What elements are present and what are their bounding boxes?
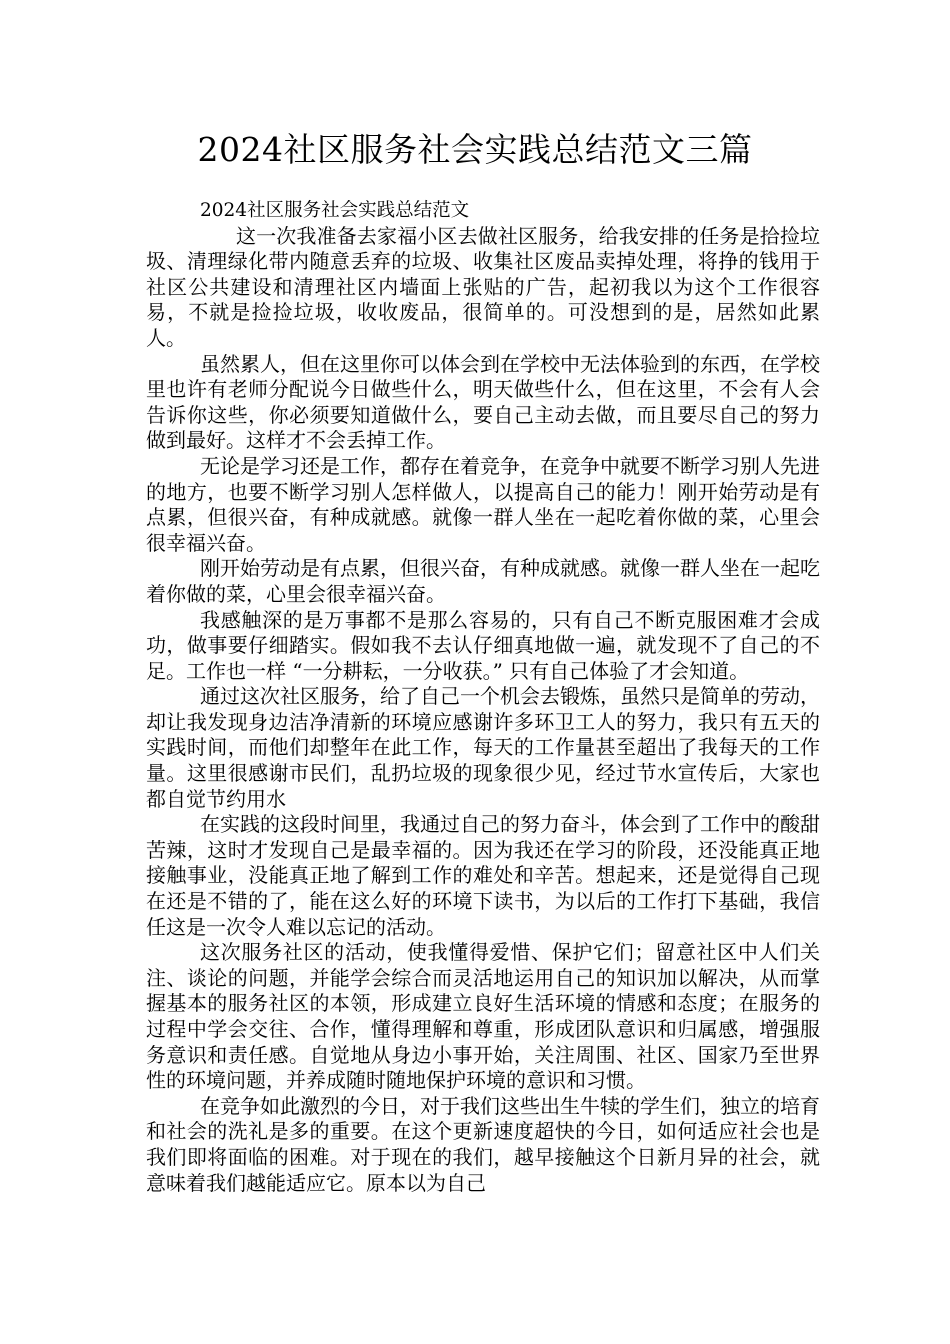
paragraph: 通过这次社区服务，给了自己一个机会去锻炼，虽然只是简单的劳动，却让我发现身边洁净清新的环境应感谢许多环卫工人的努力，我只有五天的实践时间，而他们却整年在此工作，每天的工作量甚至超出了我每天的工作量。这里很感谢市民们，乱扔垃圾的现象很少见，经过节水宣传后，大家也都自觉节约用水 (146, 684, 820, 811)
paragraph: 这一次我准备去家福小区去做社区服务，给我安排的任务是拾捡垃圾、清理绿化带内随意丢弃的垃圾、收集社区废品卖掉处理，将挣的钱用于社区公共建设和清理社区内墙面上张贴的广告，起初我以为这个工作很容易，不就是捡捡垃圾，收收废品，很简单的。可没想到的是，居然如此累人。 (146, 223, 820, 350)
document-subtitle: 2024社区服务社会实践总结范文 (200, 200, 470, 221)
paragraph: 无论是学习还是工作，都存在着竞争，在竞争中就要不断学习别人先进的地方，也要不断学习别人怎样做人，以提高自己的能力！刚开始劳动是有点累，但很兴奋，有种成就感。就像一群人坐在一起吃着你做的菜，心里会很幸福兴奋。 (146, 453, 820, 555)
document-title: 2024社区服务社会实践总结范文三篇 (197, 130, 753, 169)
paragraph: 在竞争如此激烈的今日，对于我们这些出生牛犊的学生们，独立的培育和社会的洗礼是多的重要。在这个更新速度超快的今日，如何适应社会也是我们即将面临的困难。对于现在的我们，越早接触这个日新月异的社会，就意味着我们越能适应它。原本以为自己 (146, 1093, 820, 1195)
paragraph: 在实践的这段时间里，我通过自己的努力奋斗，体会到了工作中的酸甜苦辣，这时才发现自己是最幸福的。因为我还在学习的阶段，还没能真正地接触事业，没能真正地了解到工作的难处和辛苦。想起来，还是觉得自己现在还是不错的了，能在这么好的环境下读书，为以后的工作打下基础，我信任这是一次令人难以忘记的活动。 (146, 812, 820, 939)
document-body (146, 198, 820, 1196)
paragraph: 这次服务社区的活动，使我懂得爱惜、保护它们；留意社区中人们关注、谈论的问题，并能学会综合而灵活地运用自己的知识加以解决，从而掌握基本的服务社区的本领，形成建立良好生活环境的情感和态度；在服务的过程中学会交往、合作，懂得理解和尊重，形成团队意识和归属感，增强服务意识和责任感。自觉地从身边小事开始，关注周围、社区、国家乃至世界性的环境问题，并养成随时随地保护环境的意识和习惯。 (146, 940, 820, 1093)
paragraph: 我感触深的是万事都不是那么容易的，只有自己不断克服困难才会成功，做事要仔细踏实。假如我不去认仔细真地做一遍，就发现不了自己的不足。工作也一样 “一分耕耘，一分收获。” 只有自己体验了才会知道。 (146, 607, 820, 683)
paragraph: 刚开始劳动是有点累，但很兴奋，有种成就感。就像一群人坐在一起吃着你做的菜，心里会很幸福兴奋。 (146, 556, 820, 606)
paragraph: 虽然累人，但在这里你可以体会到在学校中无法体验到的东西，在学校里也许有老师分配说今日做些什么，明天做些什么，但在这里，不会有人会告诉你这些，你必须要知道做什么，要自己主动去做，而且要尽自己的努力做到最好。这样才不会丢掉工作。 (146, 351, 820, 453)
